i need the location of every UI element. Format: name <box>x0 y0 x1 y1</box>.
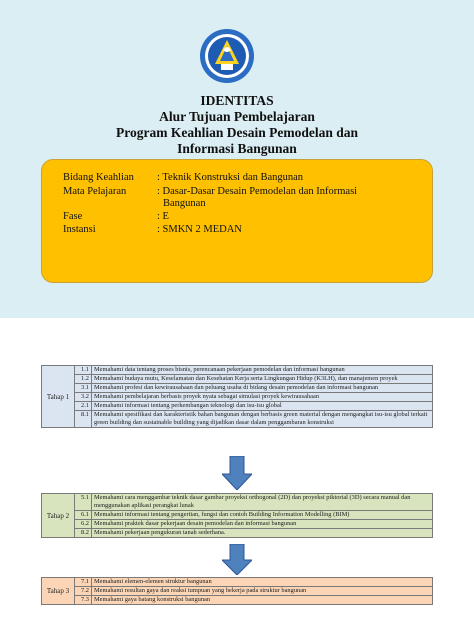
down-arrow-icon <box>222 544 252 575</box>
row-text: Memahami pembelajaran berbasis proyek nyata sebagai simulasi proyek kewirausahaan <box>92 393 433 402</box>
row-text: Memahami praktek dasar pekerjaan desain pemodelan dan informasi bangunan <box>92 520 433 529</box>
row-text: Memahami cara menggambar teknik dasar gambar proyeksi orthogonal (2D) dan proyeksi piktorial (3D) secara manual dan menggunakan aplikasi perangkat lunak <box>92 494 433 511</box>
row-number: 5.1 <box>75 494 92 511</box>
identity-label: Fase <box>63 211 83 222</box>
table-row <box>42 402 433 411</box>
identity-label: Instansi <box>63 224 96 235</box>
row-text: Memahami spesifikasi dan karakteristik bahan bangunan dengan berbasis green material dengan mengangkat isu-isu global terkait green building dan sustainable building yang dijadikan dasar dalam penggambaran konstruksi <box>92 411 433 428</box>
stage-label: Tahap 3 <box>42 578 75 605</box>
row-text: Memahami informasi tentang perkembangan teknologi dan isu-isu global <box>92 402 433 411</box>
tahap-2-table <box>41 493 433 538</box>
row-number: 6.1 <box>75 511 92 520</box>
row-number: 1.2 <box>75 375 92 384</box>
row-number: 7.3 <box>75 596 92 605</box>
title-line-4: Informasi Bangunan <box>177 141 297 156</box>
tahap-1-table <box>41 365 433 428</box>
table-row <box>42 578 433 587</box>
row-number: 1.1 <box>75 366 92 375</box>
stage-label: Tahap 1 <box>42 366 75 428</box>
table-row <box>42 511 433 520</box>
row-text: Memahami gaya batang konstruksi bangunan <box>92 596 433 605</box>
row-text: Memahami data tentang proses bisnis, perencanaan pekerjaan pemodelan dan informasi bangunan <box>92 366 433 375</box>
row-text: Memahami profesi dan kewirausahaan dan peluang usaha di bidang desain pemodelan dan informasi bangunan <box>92 384 433 393</box>
identity-value: Bangunan <box>163 198 206 209</box>
row-text: Memahami informasi tentang pengertian, fungsi dan contoh Building Information Modelling (BIM) <box>92 511 433 520</box>
identity-label: Bidang Keahlian <box>63 172 134 183</box>
row-number: 7.2 <box>75 587 92 596</box>
identity-label: Mata Pelajaran <box>63 186 127 197</box>
down-arrow-icon <box>222 456 252 490</box>
row-number: 8.1 <box>75 411 92 428</box>
row-number: 6.2 <box>75 520 92 529</box>
table-row <box>42 596 433 605</box>
title-line-2: Alur Tujuan Pembelajaran <box>159 109 315 124</box>
table-row <box>42 520 433 529</box>
table-row <box>42 529 433 538</box>
row-number: 3.1 <box>75 384 92 393</box>
table-row <box>42 366 433 375</box>
row-number: 2.1 <box>75 402 92 411</box>
tahap-3-table <box>41 577 433 605</box>
table-row <box>42 587 433 596</box>
table-row <box>42 384 433 393</box>
row-text: Memahami elemen-elemen struktur bangunan <box>92 578 433 587</box>
row-number: 8.2 <box>75 529 92 538</box>
row-number: 7.1 <box>75 578 92 587</box>
row-number: 3.2 <box>75 393 92 402</box>
row-text: Memahami pekerjaan pengukuran tanah sederhana. <box>92 529 433 538</box>
row-text: Memahami budaya mutu, Keselamatan dan Kesehatan Kerja serta Lingkungan Hidup (K3LH), dan manajemen proyek <box>92 375 433 384</box>
identity-value: : SMKN 2 MEDAN <box>157 224 242 235</box>
row-text: Memahami resultan gaya dan reaksi tumpuan yang bekerja pada struktur bangunan <box>92 587 433 596</box>
table-row <box>42 494 433 511</box>
identity-value: : Dasar-Dasar Desain Pemodelan dan Informasi <box>157 186 358 197</box>
tut-wuri-handayani-logo <box>199 28 255 84</box>
table-row <box>42 411 433 428</box>
title-line-3: Program Keahlian Desain Pemodelan dan <box>115 125 358 140</box>
table-row <box>42 393 433 402</box>
table-row <box>42 375 433 384</box>
identity-value: : Teknik Konstruksi dan Bangunan <box>157 172 304 183</box>
stage-label: Tahap 2 <box>42 494 75 538</box>
identity-value: : E <box>157 211 169 222</box>
page-title: IDENTITAS <box>200 93 274 108</box>
